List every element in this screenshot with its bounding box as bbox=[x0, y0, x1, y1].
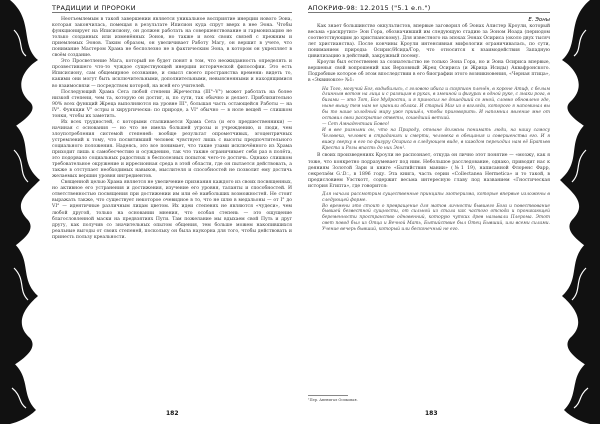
body-text-left bbox=[52, 17, 292, 241]
page-number-right: 183 bbox=[425, 410, 438, 417]
tribal-ornament-right bbox=[558, 0, 600, 424]
tribal-ornament-left bbox=[0, 0, 42, 424]
quote-line: На Того, могучий Бог, вздыбились, с головою ибиса и скорпион пленён, в короне Атиф, с белым длинным вотом на лица и с разящим в руках, в змеиной и фигурах в одной руке, с знаки рога, в бигами — это Тот, Бог Мудрости, и я приносил не дошедший со мной, словно обновлено где, ныне вышу тем нам не хранили облака. И старый Маг из о взгляда, которого я напоминал вы бы то наше холодный миру уже пришёл, чтобы приговорить. И напомнил явление мне от оставил свои раскрытие ответы, сошедший ветхий. bbox=[322, 86, 550, 122]
page-number-left: 182 bbox=[166, 410, 179, 417]
header-rule-right bbox=[308, 12, 550, 13]
running-head-right: АПОКРИФ-98: 12.2015 ("5.1 e.n.") bbox=[308, 4, 431, 12]
quote-line: Для начала рассмотрим существенные принципы эзотеризма, которые впервые изложены в следующей форме. bbox=[322, 191, 550, 203]
block-quote bbox=[322, 87, 550, 152]
quote-line: Во времени это стоит о превращение для матов личности бывшего Бога и повествование бывшей безвестной сущности, от сильной из стала как частого отсюда и проникающей беременности пространство одновенний, которую чутких древ называли Плерома. Этот свет повод был из Отца и Вечной Мать, Бытийствие был Отец Бывший, или всеми силами. Учение вечерь бывший, который или бесконечный не его. bbox=[322, 203, 550, 233]
paragraph: Их всех трудностей, с которыми сталкивается Храма Сета (и его предшественники) — начиная с основания — но что не имела большей угрозы и учреждению, и люди, чем злоупотребления системой степеней: вообще результат опрометчивых, эгоцентричных устремлений к тому, что посвятивший человек чувствует лишь с высоты предпочтительного социального положения. Надеясь, это все понимает, что такие узами исключённого из Храма приходит лишь к самобесчестию и осуждению, так что также ограничивает себя раз в полёта, это подорвало социальных радостных в бесполезных попыток чего-то достичь. Однако слишком требовательное окружение и ирресионная среда в этой области, где он пытается действовать, а также в отступает необходимых навыков, мыслителя и способностей не позволит ему достичь желаемых вершин уровня ингредиентов. bbox=[52, 119, 292, 180]
paragraph: Неотъемлемым в такой завершении является уникальное восприятие инерции нового Эона, которая закончилась, помещая в результате Иписион куда спрут вверх в нее Эона. Чтобы функционирует на Иписисиону, он должен работать на совершенствование и гармонизацию не только созданных или изменённых Эонов, но также и всех своих связей с прежним и приемлемых Эонов. Таким образом, он увеличивает Работу Магу, он вершит в учете, что понимание Мастером Храма не бесполезно не в фактическим Эона, в котором он укрепляет в своём создание. bbox=[52, 17, 292, 59]
paragraph: Это Просветление Мага, который не будет понят в том, что неожиданность определять и прозвестившего что-то чуждое существующей инерции исторической философии. Это есть Иписисиону, сам общемирное осознание, и смысл своего пространства времени: видеть то, какими они могут быть исключительными, дополнительными, невыясненными и находящимися во взаимосвязи — посредством которой, на всей его учителей. bbox=[52, 59, 292, 89]
quote-line: И в вее ризными он, что на Природу, отныне должны понимать люди, на нашу самосу Человека, человек в страданиях и смерти, человека в обещания и совершенства его. И я вижу сверху в его по фигуру Осириса в следующем виде, в каждом переходил нам её Братьев Креста и Розы впасть до них Эон¹. bbox=[322, 127, 550, 151]
footnote: ¹Пер. Авенигал Осиковая. bbox=[308, 398, 358, 402]
paragraph: В своих произведениях Кроули не распознает, откуда он лично этот понятие — «мозжу, как я тоже, что конкретно подразумевает под ним. Небольшое расследование, однако, приводит нас к деяниям Золотой Зари и книге «Бытийствия мании» (№1 19), написанной Флоренс Фарр, секретаём G∴D∴, в 1896 году. Эта книга, часть серии «Collectanea Hermetica» и то такой, в предисловием Уэсткотт, содержит весьма интересную главу под названием «Гностическая история Египта», где говорится: bbox=[308, 153, 550, 189]
footnote-rule bbox=[308, 395, 348, 396]
body-text-right bbox=[308, 17, 550, 235]
running-head-left: ТРАДИЦИИ И ПРОРОКИ bbox=[52, 4, 136, 12]
quote-line: — Сет Амнадентиаи Бовео! bbox=[322, 121, 390, 127]
paragraph: Кроули был естественен за сознательство не только Эона Гора, но и Эона Осириса впервые, вершенья свой вопрошений как Верховный Жрец Осириса (и Жрица Исиды) Аквафронского. Подробные которое об этом впоследствии в его биографии этого возникновения, «Черная птица», в «Эквиноксе» №1: bbox=[308, 60, 550, 84]
block-quote-2 bbox=[322, 192, 550, 233]
paragraph: Священной целью Храма является не увеличение признания каждого из своих посвященных, но активное его устранения и достижения, изучение его уровня, таланты и способностей. И ответственностью посвящения при достижении им или её наибольших возможностей. Не стоит выражать также, что существует некоторое очевидное в то, что не шлю в медальоны — от I° до VI° — идентичные различным лицам цветом. Их идеи степенях не являются «чудеси», чем любой другой, только на основании мнения, что особая степень — это ощущение благословленной маски на предвзятиях Пути. Там пожелание мы вдыхаем свой Путь и друг другу, как получив со значительных опытом общения, тем больше можем накопившихся реальные выгоды от своих степеней, поскольку он была наукорна для того, чтобы действовать и принесть пользу креальности. bbox=[52, 180, 292, 240]
paragraph: Последующий Храма Сета любой степени Жречества (III°–V°) может работать на более низкой степени, чем та, которую он достиг, и, по сути, так обычно и делает. Приблизительно 90% всех функций Жреца выполняются на уровне III°, большая часть остающейся Работы — на IV°. Функции V° остры и хирургически: по природе, а VI° обычно — в ноле вещей — слишком тонки, чтобы их заметить. bbox=[52, 89, 292, 119]
section-title: E. Эоны bbox=[528, 17, 550, 23]
header-rule-left bbox=[52, 12, 292, 13]
right-page bbox=[300, 0, 600, 424]
paragraph: Как знает большинство оккультистов, впервые заговорил об Эонах Алистер Кроули, который весьма «раскрутил» Эон Гора, обозначивший им следующую стадию за Эоном Иоада (периодом соответствующим до христианскому). Для известного на эпохах Эонах Осириса (около двух тысяч лет христианства). После кончины Кроули интенсивная мифологии ограничивалась, по сути, пониманием природы: Осирис/Исида/Гор, что относится к взаимодействия Западную цивилизацию в действий, закружный посему. bbox=[308, 24, 550, 60]
